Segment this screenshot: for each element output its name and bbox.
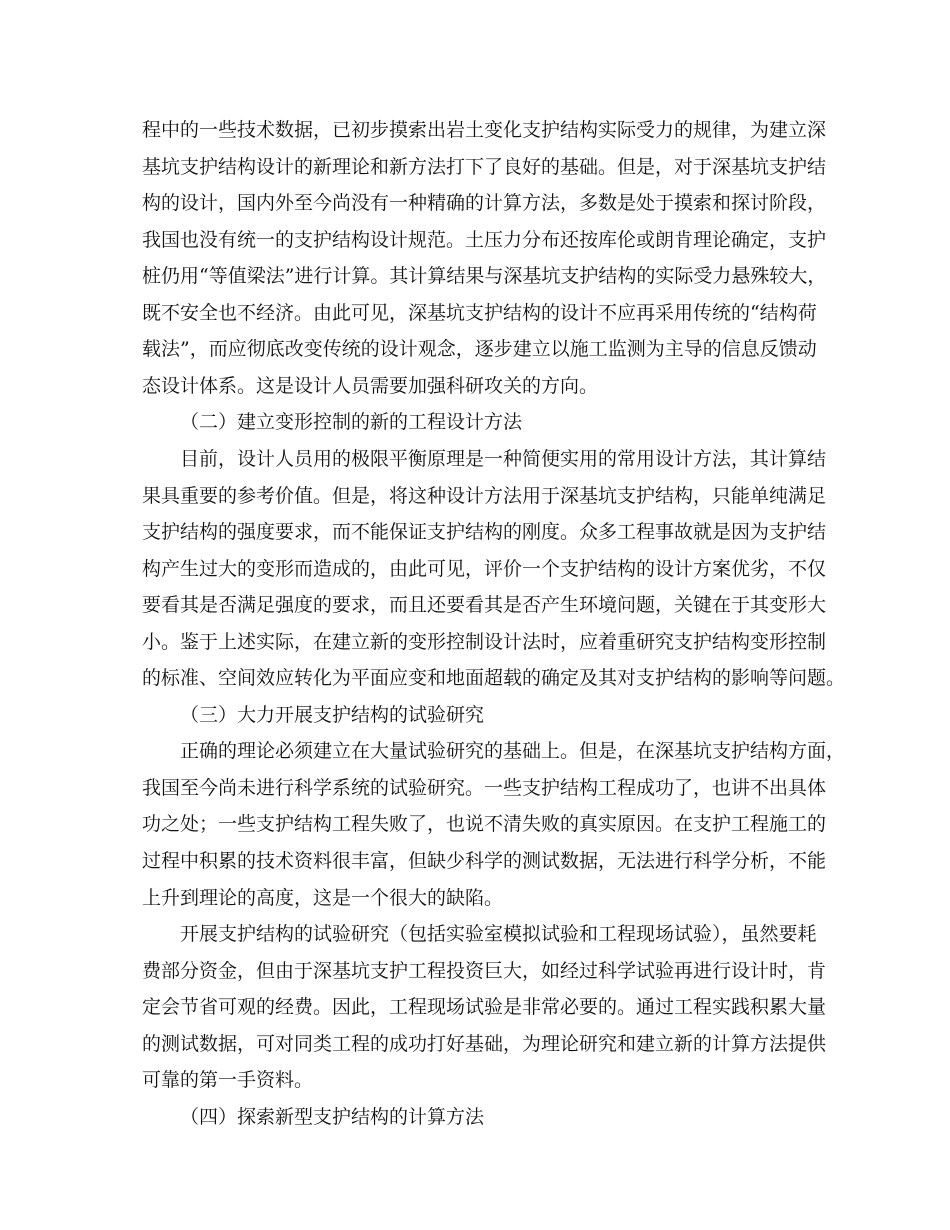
paragraph-line: 可靠的第一手资料。	[142, 1069, 314, 1092]
paragraph-line: 目前，设计人员用的极限平衡原理是一种简便实用的常用设计方法，其计算结	[180, 447, 827, 470]
paragraph-line: 程中的一些技术数据，已初步摸索出岩土变化支护结构实际受力的规律，为建立深	[142, 119, 827, 141]
paragraph-line: 构产生过大的变形而造成的，由此可见，评价一个支护结构的设计方案优劣，不仅	[142, 557, 827, 580]
paragraph-line: 既不安全也不经济。由此可见，深基坑支护结构的设计不应再采用传统的“结构荷	[142, 301, 817, 324]
section-heading: （三）大力开展支护结构的试验研究	[180, 703, 485, 726]
paragraph-line: 果具重要的参考价值。但是，将这种设计方法用于深基坑支护结构，只能单纯满足	[142, 484, 827, 507]
paragraph-line: 正确的理论必须建立在大量试验研究的基础上。但是，在深基坑支护结构方面，	[180, 740, 846, 763]
paragraph-line: 小。鉴于上述实际，在建立新的变形控制设计法时，应着重研究支护结构变形控制	[142, 630, 827, 653]
paragraph-line: 构的设计，国内外至今尚没有一种精确的计算方法，多数是处于摸索和探讨阶段，	[142, 192, 827, 215]
paragraph-line: 的测试数据，可对同类工程的成功打好基础，为理论研究和建立新的计算方法提供	[142, 1032, 827, 1055]
paragraph-line: 开展支护结构的试验研究（包括实验室模拟试验和工程现场试验），虽然要耗	[180, 923, 817, 946]
paragraph-line: 功之处；一些支护结构工程失败了，也说不清失败的真实原因。在支护工程施工的	[142, 813, 827, 836]
paragraph-line: 要看其是否满足强度的要求，而且还要看其是否产生环境问题，关键在于其变形大	[142, 594, 827, 617]
paragraph-line: 基坑支护结构设计的新理论和新方法打下了良好的基础。但是，对于深基坑支护结	[142, 155, 827, 178]
paragraph-line: 载法”，而应彻底改变传统的设计观念，逐步建立以施工监测为主导的信息反馈动	[142, 338, 817, 361]
paragraph-line: 上升到理论的高度，这是一个很大的缺陷。	[142, 886, 504, 909]
paragraph-line: 我国至今尚未进行科学系统的试验研究。一些支护结构工程成功了，也讲不出具体	[142, 776, 827, 799]
paragraph-line: 定会节省可观的经费。因此，工程现场试验是非常必要的。通过工程实践积累大量	[142, 996, 827, 1019]
section-heading: （四）探索新型支护结构的计算方法	[180, 1105, 485, 1128]
paragraph-line: 费部分资金，但由于深基坑支护工程投资巨大，如经过科学试验再进行设计时，肯	[142, 959, 827, 982]
paragraph-line: 的标准、空间效应转化为平面应变和地面超载的确定及其对支护结构的影响等问题。	[142, 667, 846, 690]
paragraph-line: 桩仍用“等值梁法”进行计算。其计算结果与深基坑支护结构的实际受力悬殊较大，	[142, 265, 827, 288]
paragraph-line: 支护结构的强度要求，而不能保证支护结构的刚度。众多工程事故就是因为支护结	[142, 521, 827, 543]
section-heading: （二）建立变形控制的新的工程设计方法	[180, 411, 523, 434]
paragraph-line: 我国也没有统一的支护结构设计规范。土压力分布还按库伦或朗肯理论确定，支护	[142, 228, 827, 251]
paragraph-line: 过程中积累的技术资料很丰富，但缺少科学的测试数据，无法进行科学分析，不能	[142, 850, 827, 872]
paragraph-line: 态设计体系。这是设计人员需要加强科研攻关的方向。	[142, 374, 599, 397]
